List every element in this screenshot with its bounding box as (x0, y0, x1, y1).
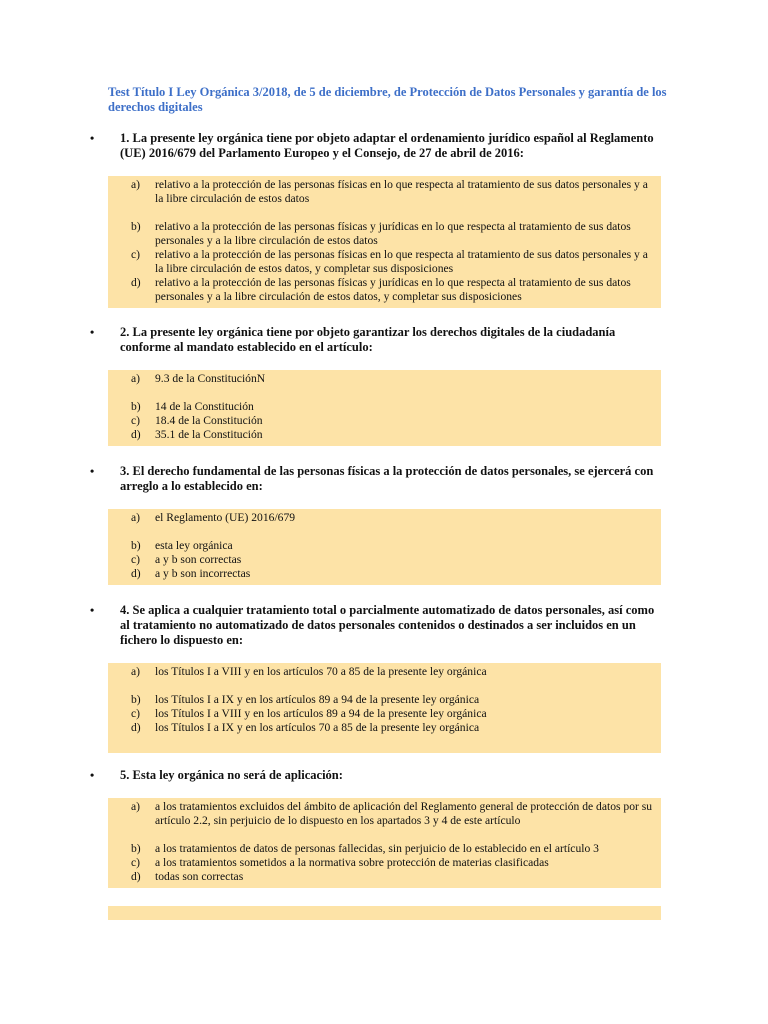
option-c[interactable]: c) los Títulos I a VIII y en los artículos 89 a 94 de la presente ley orgánica (131, 707, 487, 720)
option-c[interactable]: c) relativo a la protección de las personas físicas en lo que respecta al tratamiento de sus datos personales y a la libre circulación de estos datos, y completar sus disposiciones (131, 248, 648, 275)
option-d[interactable]: d) todas son correctas (131, 870, 244, 883)
question-2-options (108, 370, 661, 446)
bullet-icon: • (90, 768, 95, 782)
question-4-text: • 4. Se aplica a cualquier tratamiento total o parcialmente automatizado de datos personales, así como al tratamiento no automatizado de datos personales contenidos o destinados a ser incluidos en un fichero lo dispuesto en: (90, 603, 655, 647)
highlight-strip (108, 906, 661, 920)
question-3-text: • 3. El derecho fundamental de las personas físicas a la protección de datos personales, se ejercerá con arreglo a lo establecido en: (90, 464, 654, 493)
bullet-icon: • (90, 131, 95, 145)
option-b[interactable]: b) relativo a la protección de las personas físicas y jurídicas en lo que respecta al tratamiento de sus datos personales y a la libre circulación de estos datos (131, 220, 631, 247)
question-3-options (108, 509, 661, 585)
option-a[interactable]: a) relativo a la protección de las personas físicas en lo que respecta al tratamiento de sus datos personales y a la libre circulación de estos datos (131, 178, 648, 205)
question-2-text: • 2. La presente ley orgánica tiene por objeto garantizar los derechos digitales de la ciudadanía conforme al mandato establecido en el artículo: (90, 325, 616, 354)
option-b[interactable]: b) 14 de la Constitución (131, 400, 254, 413)
bullet-icon: • (90, 464, 95, 478)
question-5-text: • 5. Esta ley orgánica no será de aplicación: (90, 768, 343, 782)
option-b[interactable]: b) los Títulos I a IX y en los artículos 89 a 94 de la presente ley orgánica (131, 693, 480, 706)
question-1-options (108, 176, 661, 308)
question-1 (90, 131, 660, 308)
option-a[interactable]: a) los Títulos I a VIII y en los artículos 70 a 85 de la presente ley orgánica (131, 665, 487, 678)
bullet-icon: • (90, 603, 95, 617)
question-2 (90, 325, 660, 446)
option-d[interactable]: d) los Títulos I a IX y en los artículos 70 a 85 de la presente ley orgánica (131, 721, 480, 734)
question-5 (90, 768, 660, 888)
question-5-options (108, 798, 661, 888)
question-4-options (108, 663, 661, 753)
question-3 (90, 464, 660, 585)
option-a[interactable]: a) 9.3 de la ConstituciónN (131, 372, 266, 385)
option-b[interactable]: b) esta ley orgánica (131, 539, 233, 552)
question-4 (90, 603, 660, 753)
option-b[interactable]: b) a los tratamientos de datos de personas fallecidas, sin perjuicio de lo establecido en el artículo 3 (131, 842, 599, 855)
option-d[interactable]: d) relativo a la protección de las personas físicas y jurídicas en lo que respecta al tratamiento de sus datos personales y a la libre circulación de estos datos, y completar sus disposiciones (131, 276, 631, 303)
option-c[interactable]: c) a y b son correctas (131, 553, 242, 566)
option-d[interactable]: d) 35.1 de la Constitución (131, 428, 263, 441)
option-d[interactable]: d) a y b son incorrectas (131, 567, 251, 580)
option-c[interactable]: c) 18.4 de la Constitución (131, 414, 263, 427)
option-a[interactable]: a) a los tratamientos excluidos del ámbito de aplicación del Reglamento general de protección de datos por su artículo 2.2, sin perjuicio de lo dispuesto en los apartados 3 y 4 de este artículo (131, 800, 653, 827)
option-a[interactable]: a) el Reglamento (UE) 2016/679 (131, 511, 296, 524)
document-title: Test Título I Ley Orgánica 3/2018, de 5 de diciembre, de Protección de Datos Personales y garantía de los derechos digitales (108, 85, 667, 114)
question-1-text: • 1. La presente ley orgánica tiene por objeto adaptar el ordenamiento jurídico español al Reglamento (UE) 2016/679 del Parlamento Europeo y el Consejo, de 27 de abril de 2016: (90, 131, 654, 160)
option-c[interactable]: c) a los tratamientos sometidos a la normativa sobre protección de materias clasificadas (131, 856, 549, 869)
bullet-icon: • (90, 325, 95, 339)
